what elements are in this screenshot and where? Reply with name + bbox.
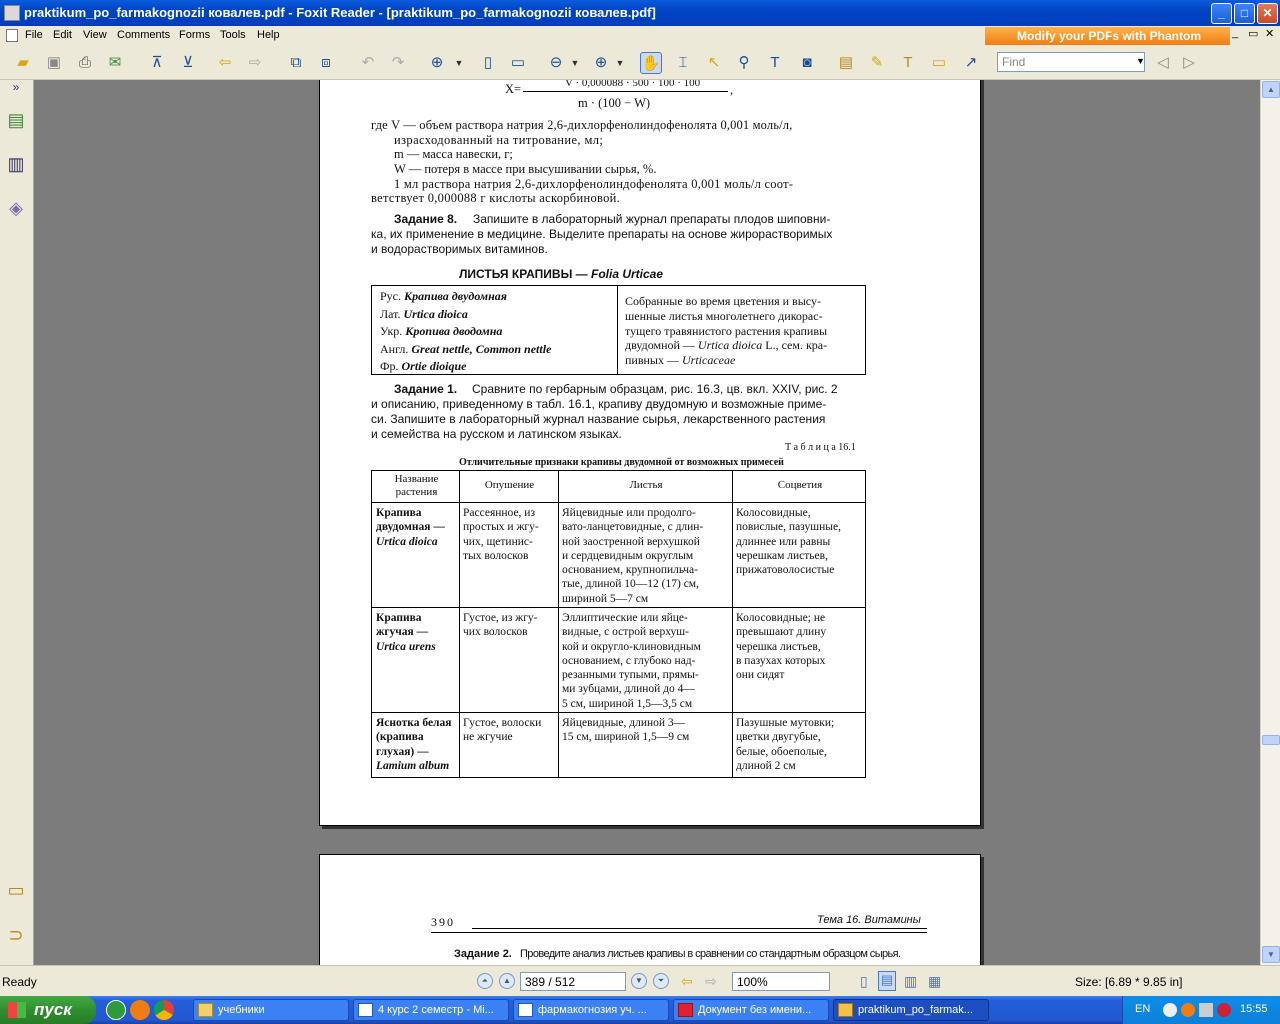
desc-latin: Urticaceae <box>682 353 736 367</box>
text-line: и водорастворимых витаминов. <box>371 242 548 256</box>
menu-tools[interactable]: Tools <box>220 29 246 41</box>
windows-logo-icon <box>8 1002 26 1018</box>
plant-name-line <box>380 324 502 339</box>
plant-name: Great nettle, Common nettle <box>411 341 552 356</box>
prev-page-icon[interactable]: ▲ <box>499 973 515 989</box>
word-icon <box>358 1003 373 1017</box>
cell-line: и сердцевидным округлым <box>562 549 694 562</box>
cell-line: Пазушные мутовки; <box>736 717 835 729</box>
cell-line: ми зубцами, длиной до 4— <box>562 683 695 696</box>
plant-name-cell <box>376 611 457 654</box>
cell-line: кой и округло-клиновидным <box>562 640 701 653</box>
find-next-icon[interactable]: ▷ <box>1183 54 1195 71</box>
table-header <box>376 473 457 499</box>
copy-icon[interactable]: ⧉ <box>290 54 302 71</box>
cell-line: простых и жгу- <box>463 521 539 534</box>
fit-width-icon[interactable]: ▭ <box>510 54 526 71</box>
email-icon[interactable]: ✉ <box>108 54 122 71</box>
text-line: Проведите анализ листьев крапивы в сравнении со стандартным образцом сырья. <box>520 948 901 960</box>
cell-line: не жгучие <box>463 731 513 744</box>
cell-line: Крапива <box>376 507 422 519</box>
pages-panel-icon[interactable]: ▤ <box>7 110 25 130</box>
text-line: 1 мл раствора натрия 2,6-дихлорфенолиндофенолята 0,001 моль/л соот- <box>394 177 794 191</box>
desc-latin: Urtica dioica <box>697 338 763 352</box>
language-label: Англ. <box>380 341 412 356</box>
desc-text: двудомной — <box>625 338 698 352</box>
text-line: ветствует 0,000088 г кислоты аскорбиновой. <box>371 191 621 205</box>
cell-line: чих, щетинис- <box>463 535 533 548</box>
cell-line: Густое, из жгу- <box>463 612 538 624</box>
text-line: где V — объем раствора натрия 2,6-дихлорфенолиндофенолята 0,001 моль/л, <box>371 118 793 132</box>
single-page-icon[interactable]: ▯ <box>860 973 868 989</box>
header-rule <box>472 928 927 929</box>
menu-forms[interactable]: Forms <box>179 29 211 41</box>
cell-line: Urtica urens <box>376 640 436 653</box>
menu-edit[interactable]: Edit <box>53 29 72 41</box>
chrome-icon[interactable] <box>154 1000 174 1020</box>
scroll-up-icon[interactable]: ▲ <box>1262 81 1280 98</box>
tray-icon[interactable] <box>1199 1003 1213 1017</box>
maximize-button[interactable]: □ <box>1234 3 1255 24</box>
clock: 15:55 <box>1240 1003 1268 1015</box>
cell-line: Колосовидные; не <box>736 612 826 624</box>
pencil-icon[interactable]: ✎ <box>870 54 884 71</box>
arrow-tool-icon[interactable]: ↗ <box>964 54 978 71</box>
menu-file[interactable]: File <box>25 29 43 41</box>
select-annotation-icon[interactable]: ↖ <box>707 54 721 71</box>
table-header <box>562 479 730 492</box>
zoom-field[interactable]: 100% <box>732 972 830 991</box>
leaves-cell <box>562 716 730 745</box>
find-dropdown-icon[interactable]: ▼ <box>1136 56 1145 66</box>
paste-icon[interactable]: ⧈ <box>321 54 331 71</box>
text-line: Запишите в лабораторный журнал препараты плодов шиповни- <box>473 212 831 226</box>
table-label: Т а б л и ц а 16.1 <box>785 442 856 453</box>
cell-line: белые, обоеполые, <box>736 745 827 758</box>
formula-denominator: m · (100 − W) <box>578 96 651 110</box>
next-page-icon[interactable]: ⊻ <box>182 54 194 71</box>
formula-comma: , <box>730 83 734 97</box>
zoom-in-dropdown-icon[interactable]: ▼ <box>615 58 625 68</box>
page-size: Size: [6.89 * 9.85 in] <box>1075 975 1183 989</box>
cell-line: основанием, крупнопильча- <box>562 564 698 577</box>
language-indicator[interactable]: EN <box>1135 1003 1151 1015</box>
title-bar <box>0 0 1280 26</box>
cell-line: Густое, волоски <box>463 717 542 729</box>
cell-line: резанными тупыми, прямы- <box>562 669 699 682</box>
doc-close-button[interactable]: ✕ <box>1265 28 1275 40</box>
running-head: Тема 16. Витамины <box>817 914 921 926</box>
desc-line <box>625 353 735 368</box>
page-number-field[interactable]: 389 / 512 <box>520 972 626 991</box>
next-page-icon[interactable]: ▼ <box>631 973 647 989</box>
document-viewer[interactable] <box>34 80 1260 965</box>
section-title-ru: ЛИСТЬЯ КРАПИВЫ — <box>459 267 591 281</box>
cell-line: Колосовидные, <box>736 507 811 519</box>
cell-line: Листья <box>629 479 663 491</box>
foxit-icon <box>838 1003 853 1017</box>
system-tray <box>1122 996 1280 1024</box>
plant-name: Кропива дводомна <box>405 324 503 338</box>
task-label: Документ без имени... <box>698 1004 812 1016</box>
plant-name-line <box>380 359 466 374</box>
language-label: Рус. <box>380 289 404 303</box>
table-header <box>736 479 864 492</box>
start-label: пуск <box>34 1000 72 1019</box>
cell-line: двудомная — <box>376 521 445 534</box>
plant-name-cell <box>376 716 457 773</box>
cell-line: вато-ланцетовидные, с длин- <box>562 521 704 534</box>
select-text-icon[interactable]: ⌶ <box>678 54 688 71</box>
section-title <box>459 267 663 282</box>
cell-line: длиннее или равны <box>736 535 831 548</box>
cell-line: черешка листьев, <box>736 640 821 653</box>
facing-page-icon[interactable]: ▥ <box>904 973 918 989</box>
plant-name-line <box>380 342 551 357</box>
menu-view[interactable]: View <box>83 29 107 41</box>
last-page-icon[interactable]: ⏷ <box>653 973 669 989</box>
zoom-in-icon[interactable]: ⊕ <box>594 54 608 71</box>
redo-icon[interactable]: ↷ <box>391 54 405 71</box>
task-label: praktikum_po_farmak... <box>858 1004 973 1016</box>
text-line: ка, их применение в медицине. Выделите препараты на основе жирорастворимых <box>371 227 833 241</box>
task-label: учебники <box>218 1004 265 1016</box>
cell-line: превышают длину <box>736 626 827 639</box>
taskbar-item[interactable] <box>193 999 349 1021</box>
textbox-icon[interactable]: T <box>903 54 913 71</box>
cell-line: Крапива <box>376 612 422 624</box>
doc-minimize-button[interactable]: _ <box>1232 27 1239 39</box>
hand-tool-icon[interactable]: ✋ <box>640 52 662 74</box>
table-row-divider <box>372 607 866 608</box>
document-icon[interactable] <box>6 29 18 42</box>
firefox-icon[interactable] <box>130 1000 150 1020</box>
layers-panel-icon[interactable]: ◈ <box>9 198 23 218</box>
cell-line: Эллиптические или яйце- <box>562 612 688 624</box>
minimize-button[interactable]: _ <box>1211 3 1232 24</box>
desc-text: пивных — <box>625 353 682 367</box>
cell-line: черешкам листьев, <box>736 549 828 562</box>
leaves-cell <box>562 506 730 606</box>
tray-icon[interactable] <box>1181 1003 1195 1017</box>
vertical-scrollbar[interactable] <box>1260 80 1280 965</box>
taskbar-item[interactable] <box>353 999 509 1021</box>
find-input[interactable]: Find <box>997 52 1145 72</box>
inflorescence-cell <box>736 506 864 577</box>
word-icon <box>518 1003 533 1017</box>
note-icon[interactable]: ▤ <box>838 54 854 71</box>
text-line: m — масса навески, г; <box>394 147 513 161</box>
box-divider <box>617 285 618 375</box>
cell-line: Яйцевидные, длиной 3— <box>562 717 686 729</box>
task-label: фармакогнозия уч. ... <box>538 1004 647 1016</box>
antivirus-icon[interactable] <box>1217 1003 1231 1017</box>
fit-page-icon[interactable]: ▯ <box>483 54 493 71</box>
cell-line: шириной 5—7 см <box>562 592 649 605</box>
forward-icon[interactable]: ⇨ <box>248 54 262 71</box>
start-button[interactable] <box>0 996 96 1024</box>
taskbar-item[interactable] <box>513 999 669 1021</box>
cell-line: ной заостренной верхушкой <box>562 535 700 548</box>
fraction-line <box>523 91 728 92</box>
zoom-out-dropdown-icon[interactable]: ▼ <box>570 58 580 68</box>
desc-line <box>625 338 827 353</box>
comparison-table <box>371 470 866 778</box>
continuous-page-icon[interactable]: ▤ <box>878 971 896 991</box>
cell-line: Яйцевидные или продолго- <box>562 507 696 519</box>
scroll-down-icon[interactable]: ▼ <box>1262 946 1280 963</box>
text-line: и семейства на русском и латинском языках. <box>371 427 622 441</box>
table-row-divider <box>372 712 866 713</box>
pdf-page-next <box>319 854 981 965</box>
taskbar-item[interactable] <box>673 999 829 1021</box>
back-icon[interactable]: ⇦ <box>218 54 232 71</box>
cell-line: повислые, пазушные, <box>736 521 841 534</box>
cell-line: цветки двугубые, <box>736 731 821 744</box>
comments-panel-icon[interactable]: ▭ <box>7 880 25 900</box>
folder-icon <box>198 1003 213 1017</box>
zoom-in-tool-icon[interactable]: ⊕ <box>430 54 444 71</box>
plant-name-line <box>380 289 507 304</box>
snapshot-binoculars-icon[interactable]: ⚲ <box>738 54 750 71</box>
cell-line: Urtica dioica <box>376 535 438 548</box>
plant-name-line <box>380 307 468 322</box>
foxit-app-icon[interactable] <box>4 5 20 21</box>
leaves-cell <box>562 611 730 711</box>
doc-restore-button[interactable]: ▭ <box>1248 28 1259 40</box>
plant-name: Ortie dioique <box>401 359 467 373</box>
table-column-divider <box>558 471 559 778</box>
table-header <box>463 479 556 492</box>
expand-pane-icon[interactable]: » <box>12 80 20 94</box>
cell-line: основанием, с глубоко над- <box>562 654 696 667</box>
forward-view-icon[interactable]: ⇨ <box>705 973 717 989</box>
page-number: 390 <box>431 915 455 929</box>
zoom-out-icon[interactable]: ⊖ <box>549 54 563 71</box>
task-2-label: Задание 2. <box>454 948 512 960</box>
plant-name: Urtica dioica <box>403 306 468 321</box>
language-label: Укр. <box>380 324 406 338</box>
table-column-divider <box>732 471 733 778</box>
menu-comments[interactable]: Comments <box>117 29 171 41</box>
cell-line: (крапива <box>376 731 424 744</box>
cell-line: они сидят <box>736 669 785 682</box>
cell-line: 15 см, шириной 1,5—9 см <box>562 731 690 744</box>
task-8-label: Задание 8. <box>394 212 458 226</box>
cell-line: в пазухах которых <box>736 654 826 667</box>
cell-line: тых волосков <box>463 549 529 562</box>
tray-icon[interactable] <box>1163 1003 1177 1017</box>
typewriter-icon[interactable]: T <box>770 54 780 71</box>
formula-numerator: V · 0,000088 · 500 · 100 · 100 <box>565 80 701 89</box>
header-rule-2 <box>431 932 927 933</box>
attachments-panel-icon[interactable]: ⊃ <box>8 925 24 945</box>
cell-line: растения <box>395 486 438 498</box>
cell-line: Рассеянное, из <box>463 507 535 519</box>
taskbar-item-active[interactable] <box>833 999 989 1021</box>
text-line: Сравните по гербарным образцам, рис. 16.3, цв. вкл. XXIV, рис. 2 <box>472 382 838 396</box>
text-line: израсходованный на титрование, мл; <box>394 133 604 147</box>
cell-line: Lamium album <box>376 759 450 772</box>
cell-line: жгучая — <box>376 626 429 639</box>
language-label: Фр. <box>380 359 402 373</box>
cell-line: 5 см, шириной 1,5—3,5 см <box>562 697 693 710</box>
cell-line: Яснотка белая <box>376 717 452 729</box>
quicklaunch-icon[interactable] <box>106 1000 126 1020</box>
text-line: си. Запишите в лабораторный журнал название сырья, лекарственного растения <box>371 412 826 426</box>
plant-name: Крапива двудомная <box>404 289 507 303</box>
task-1-label: Задание 1. <box>394 382 458 396</box>
continuous-facing-icon[interactable]: ▦ <box>928 973 942 989</box>
pdf-page <box>319 80 981 826</box>
cell-line: Соцветия <box>777 479 823 491</box>
section-title-latin: Folia Urticae <box>590 267 664 281</box>
table-caption: Отличительные признаки крапивы двудомной от возможных примесей <box>459 457 784 468</box>
inflorescence-cell <box>736 611 864 682</box>
pdf-creator-icon <box>678 1003 693 1017</box>
pubescence-cell <box>463 611 556 640</box>
text-line: W — потеря в массе при высушивании сырья, %. <box>394 162 657 176</box>
first-page-icon[interactable]: ⏶ <box>477 973 493 989</box>
cell-line: Название <box>394 473 439 485</box>
window-title: praktikum_po_farmakognozii ковалев.pdf - Foxit Reader - [praktikum_po_farmakognozii ковалев.pdf] <box>24 5 656 20</box>
menu-help[interactable]: Help <box>257 29 280 41</box>
formula-x: X= <box>505 82 522 96</box>
phantom-banner[interactable]: Modify your PDFs with Phantom <box>985 27 1230 45</box>
cell-line: тые, длиной 10—12 (17) см, <box>562 578 699 591</box>
inflorescence-cell <box>736 716 864 773</box>
cell-line: длиной 2 см <box>736 759 796 772</box>
previous-page-icon[interactable]: ⊼ <box>151 54 163 71</box>
find-previous-icon[interactable]: ◁ <box>1157 54 1169 71</box>
desc-line: Собранные во время цветения и высу- <box>625 294 821 308</box>
cell-line: глухая) — <box>376 745 429 758</box>
print-icon[interactable]: ⎙ <box>78 54 91 71</box>
navigation-pane <box>0 80 34 965</box>
back-view-icon[interactable]: ⇦ <box>681 973 693 989</box>
zoom-dropdown-icon[interactable]: ▼ <box>454 58 464 68</box>
undo-icon[interactable]: ↶ <box>361 54 375 71</box>
task-label: 4 курс 2 семестр - Mi... <box>378 1004 494 1016</box>
camera-icon[interactable]: ◙ <box>802 54 812 71</box>
status-ready: Ready <box>2 975 37 989</box>
language-label: Лат. <box>380 306 404 321</box>
cell-line: Опушение <box>484 479 535 491</box>
bookmarks-panel-icon[interactable]: ▥ <box>7 154 25 174</box>
save-icon[interactable]: ▣ <box>46 54 62 71</box>
desc-line: тущего травянистого растения крапивы <box>625 324 828 338</box>
pubescence-cell <box>463 506 556 563</box>
desc-line: шенные листья многолетнего дикорас- <box>625 309 823 323</box>
open-icon[interactable]: ▰ <box>17 54 29 71</box>
desc-text: L., сем. кра- <box>762 338 828 352</box>
close-button[interactable]: ✕ <box>1257 3 1278 24</box>
cell-line: чих волосков <box>463 626 528 639</box>
cell-line: прижатоволосистые <box>736 564 835 577</box>
scroll-thumb[interactable] <box>1262 735 1280 745</box>
cell-line: видные, с острой верхуш- <box>562 626 689 639</box>
status-bar <box>0 965 1280 996</box>
plant-name-cell <box>376 506 457 549</box>
pubescence-cell <box>463 716 556 745</box>
table-row-divider <box>372 502 866 503</box>
table-column-divider <box>459 471 460 778</box>
text-line: и описанию, приведенному в табл. 16.1, крапиву двудомную и возможные приме- <box>371 397 827 411</box>
callout-icon[interactable]: ▭ <box>931 54 947 71</box>
